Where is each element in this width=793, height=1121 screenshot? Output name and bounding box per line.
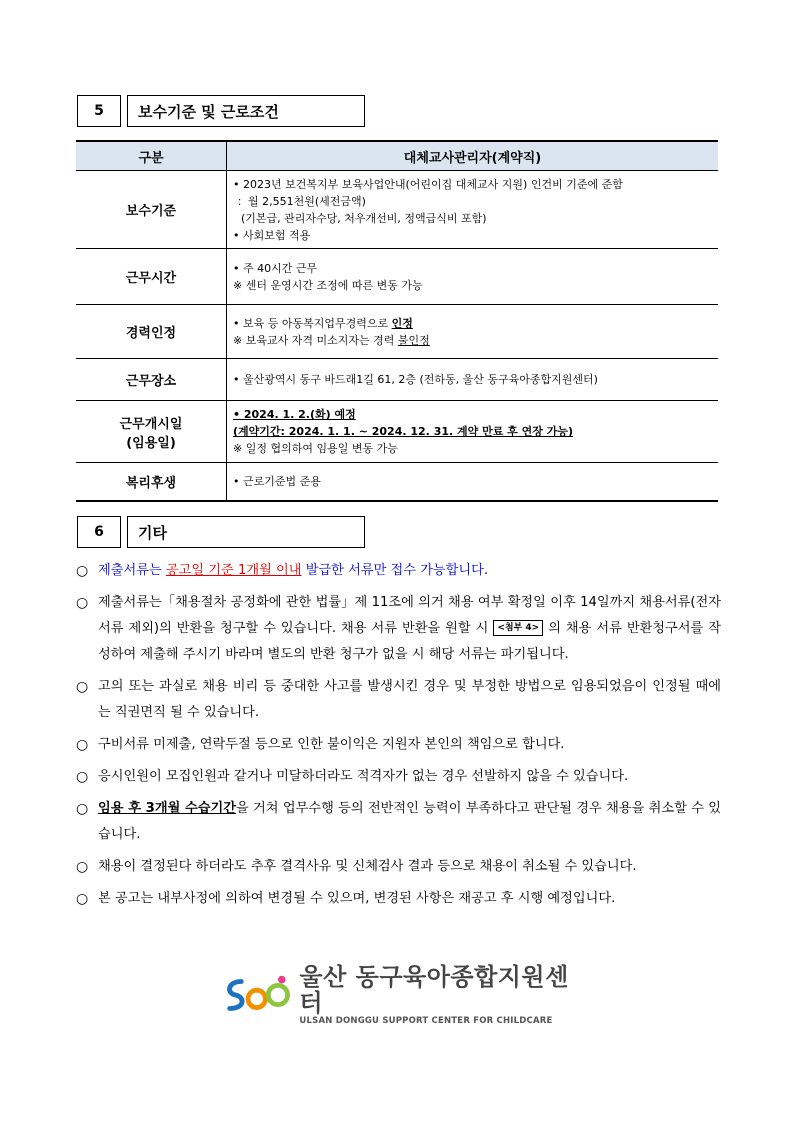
- table-row: [76, 249, 718, 305]
- content-line: ※ 일정 협의하여 임용일 변동 가능: [233, 442, 398, 455]
- section-6-header: [77, 516, 365, 548]
- bullet-circle: ○: [76, 769, 89, 785]
- content-line: • 사회보험 적용: [233, 228, 311, 242]
- conditions-table: [76, 140, 718, 502]
- row-label-line: (임용일): [126, 435, 176, 451]
- section-title: 보수기준 및 근로조건: [127, 95, 365, 127]
- note-text: [98, 558, 721, 584]
- row-content: [227, 171, 719, 249]
- content-text: • 보육 등 아동복지업무경력으로: [233, 316, 392, 330]
- header-position: 대체교사관리자(계약직): [227, 141, 719, 171]
- content-line: ：월 2,551천원(세전금액): [237, 194, 366, 208]
- bullet-circle: ○: [76, 737, 89, 753]
- content-line: • 2024. 1. 2.(화) 예정: [233, 408, 356, 421]
- list-item: [76, 796, 721, 848]
- row-label: 복리후생: [76, 463, 227, 501]
- logo-text: [299, 964, 582, 1026]
- bullet-circle: ○: [76, 859, 89, 875]
- row-label: 경력인정: [76, 305, 227, 359]
- section-title: 기타: [127, 516, 365, 548]
- note-text: 본 공고는 내부사정에 의하여 변경될 수 있으며, 변경된 사항은 재공고 후 시행 예정입니다.: [98, 891, 616, 906]
- content-line: • 울산광역시 동구 바드래1길 61, 2층 (전하동, 울산 동구육아종합지원센터): [233, 373, 598, 386]
- note-text: 응시인원이 모집인원과 같거나 미달하더라도 적격자가 없는 경우 선발하지 않을 수 있습니다.: [98, 769, 629, 784]
- note-text: 고의 또는 과실로 채용 비리 등 중대한 사고를 발생시킨 경우 및 부정한 방법으로 임용되었음이 인정될 때에는 직권면직 될 수 있습니다.: [98, 679, 721, 720]
- bullet-circle: ○: [76, 595, 89, 611]
- logo-korean-name: 울산 동구육아종합지원센터: [299, 963, 569, 1017]
- list-item: [76, 590, 721, 668]
- content-line: ※ 센터 운영시간 조정에 따른 변동 가능: [233, 278, 423, 292]
- note-emphasis: 임용 후 3개월 수습기간: [98, 801, 236, 816]
- table-row: [76, 305, 718, 359]
- row-content: [227, 401, 719, 463]
- list-item: [76, 732, 721, 758]
- table-row: [76, 463, 718, 501]
- logo-english-name: ULSAN DONGGU SUPPORT CENTER FOR CHILDCARE: [299, 1016, 553, 1026]
- list-item: [76, 558, 721, 584]
- content-line: (기본급, 관리자수당, 처우개선비, 정액급식비 포함): [241, 211, 487, 225]
- section-number: 5: [77, 95, 121, 127]
- table-row: [76, 359, 718, 401]
- row-label: 근무장소: [76, 359, 227, 401]
- row-content: [227, 305, 719, 359]
- row-content: [227, 359, 719, 401]
- content-line: [233, 315, 712, 332]
- list-item: [76, 854, 721, 880]
- section-number: 6: [77, 516, 121, 548]
- note-segment: 제출서류는「채용절차 공정화에 관한 법률」제 11조에 의거 채용 여부 확정일 이후 14일까지 채용서류(전자서류 제외)의 반환을 청구할 수 있습니다. 채용 서류 반환을 원할 시: [98, 595, 721, 636]
- list-item: [76, 674, 721, 726]
- section-5-header: [77, 95, 365, 127]
- note-text: 구비서류 미제출, 연락두절 등으로 인한 불이익은 지원자 본인의 책임으로 합니다.: [98, 737, 565, 752]
- table-header-row: [76, 141, 718, 171]
- content-line: (계약기간: 2024. 1. 1. ~ 2024. 12. 31. 계약 만료 후 연장 가능): [233, 425, 573, 438]
- note-emphasis: 공고일 기준 1개월 이내: [165, 563, 302, 578]
- content-line: • 근로기준법 준용: [233, 474, 321, 488]
- note-text: [98, 796, 721, 848]
- note-segment: 발급한 서류만 접수 가능합니다.: [301, 563, 489, 578]
- note-segment: 을 거쳐 업무수행 등의 전반적인 능력이 부족하다고 판단될 경우 채용을 취소할 수 있습니다.: [98, 801, 721, 842]
- note-segment: 제출서류는: [98, 563, 166, 578]
- row-content: [227, 249, 719, 305]
- list-item: [76, 764, 721, 790]
- attachment-tag: <첨부 4>: [493, 620, 543, 636]
- underlined-text: 불인정: [397, 333, 430, 347]
- underlined-text: 인정: [391, 316, 413, 330]
- bullet-circle: ○: [76, 891, 89, 907]
- table-row: [76, 171, 718, 249]
- table-row: [76, 401, 718, 463]
- logo-mark-icon: [222, 973, 291, 1017]
- bullet-circle: ○: [76, 563, 89, 579]
- center-logo: [222, 963, 582, 1026]
- bullet-circle: ○: [76, 679, 89, 695]
- note-text: [98, 590, 721, 668]
- header-category: 구분: [76, 141, 227, 171]
- row-label: 근무시간: [76, 249, 227, 305]
- list-item: [76, 886, 721, 912]
- notes-list: [76, 558, 721, 918]
- row-label: [76, 401, 227, 463]
- note-segment: 의 채용 서류 반환청구서를 작성하여 제출해 주시기 바라며 별도의 반환 청구가 없을 시 해당 서류는 파기됩니다.: [98, 621, 721, 662]
- bullet-circle: ○: [76, 801, 89, 817]
- row-label-line: 근무개시일: [119, 416, 183, 432]
- content-line: • 2023년 보건복지부 보육사업안내(어린이집 대체교사 지원) 인건비 기준에 준함: [233, 177, 623, 191]
- row-label: 보수기준: [76, 171, 227, 249]
- content-line: • 주 40시간 근무: [233, 261, 318, 275]
- content-line: [233, 332, 712, 349]
- note-text: 채용이 결정된다 하더라도 추후 결격사유 및 신체검사 결과 등으로 채용이 취소될 수 있습니다.: [98, 859, 637, 874]
- row-content: [227, 463, 719, 501]
- content-text: ※ 보육교사 자격 미소지자는 경력: [233, 333, 398, 347]
